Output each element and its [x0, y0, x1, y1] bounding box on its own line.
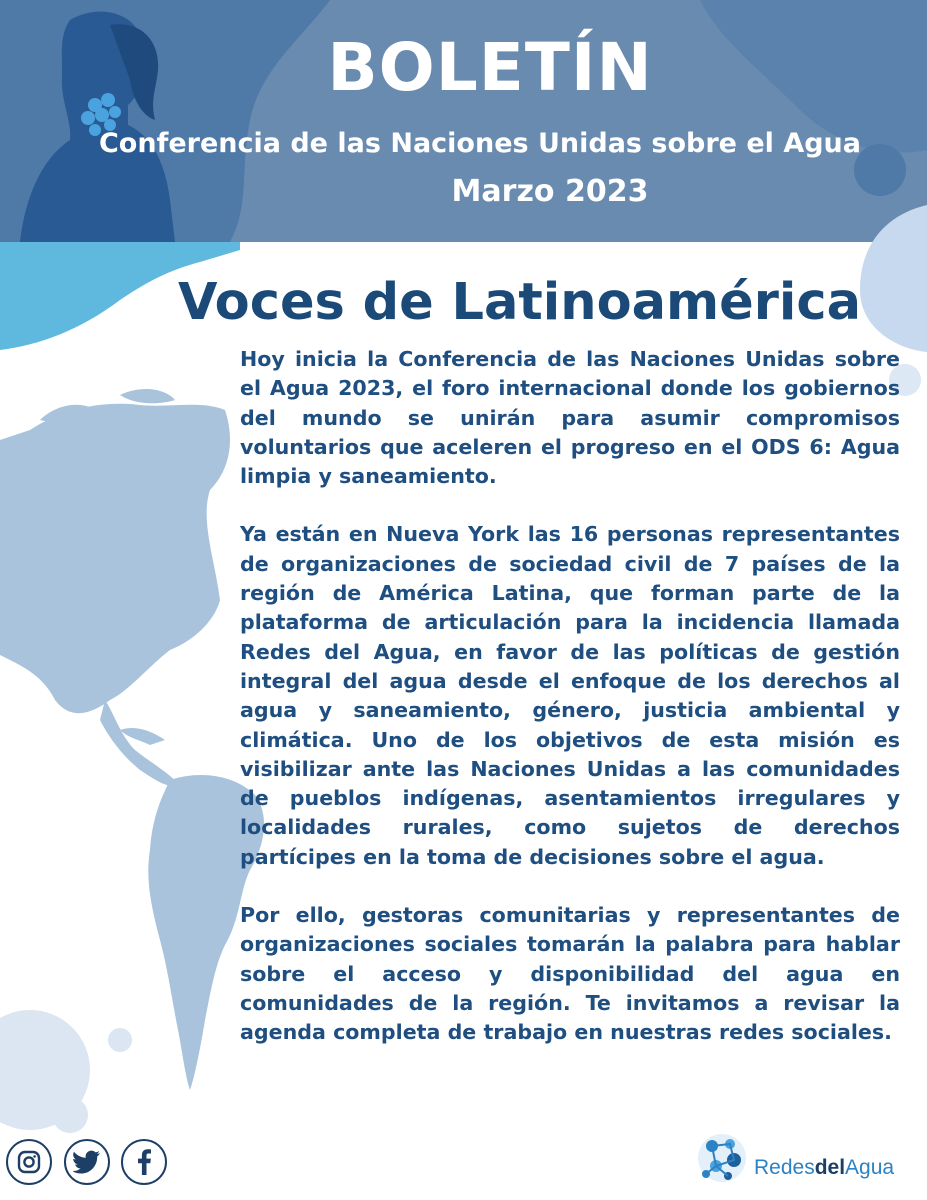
logo-word-agua: Agua	[845, 1156, 895, 1179]
paragraph-1: Hoy inicia la Conferencia de las Naciones Unidas sobre el Agua 2023, el foro internacional donde los gobiernos del mundo se unirán para asumir compromisos voluntarios que aceleren el progreso en el ODS 6: Agua limpia y saneamiento.	[240, 347, 900, 489]
redes-del-agua-logo[interactable]	[692, 1128, 912, 1188]
facebook-icon	[136, 1148, 152, 1176]
bulletin-date: Marzo 2023	[451, 174, 649, 209]
conference-subtitle: Conferencia de las Naciones Unidas sobre el Agua	[98, 128, 861, 159]
logo-word-del: del	[814, 1156, 846, 1179]
article-body	[240, 345, 900, 1077]
instagram-icon	[16, 1149, 42, 1175]
twitter-icon	[73, 1150, 101, 1174]
section-title: Voces de Latinoamérica	[178, 273, 862, 332]
paragraph-2: Ya están en Nueva York las 16 personas representantes de organizaciones de sociedad civil de 7 países de la región de América Latina, que forman parte de la plataforma de articulación para la incidencia llamada Redes del Agua, en favor de las políticas de gestión integral del agua desde el enfoque de los derechos al agua y saneamiento, género, justicia ambiental y climática. Uno de los objetivos de esta misión es visibilizar ante las Naciones Unidas a las comunidades de pueblos indígenas, asentamientos irregulares y localidades rurales, como sujetos de derechos partícipes en la toma de decisiones sobre el agua.	[240, 522, 900, 869]
instagram-button[interactable]	[6, 1139, 52, 1185]
bulletin-title: BOLETÍN	[327, 29, 653, 106]
bottom-bubbles	[0, 1010, 132, 1133]
facebook-button[interactable]	[121, 1139, 167, 1185]
logo-word-redes: Redes	[754, 1156, 815, 1179]
water-network-icon	[692, 1128, 752, 1188]
americas-map	[0, 389, 264, 1090]
twitter-button[interactable]	[64, 1139, 110, 1185]
logo-wordmark	[754, 1156, 894, 1180]
paragraph-3: Por ello, gestoras comunitarias y representantes de organizaciones sociales tomarán la palabra para hablar sobre el acceso y disponibilidad del agua en comunidades de la región. Te invitamos a revisar la agenda completa de trabajo en nuestras redes sociales.	[240, 903, 900, 1045]
